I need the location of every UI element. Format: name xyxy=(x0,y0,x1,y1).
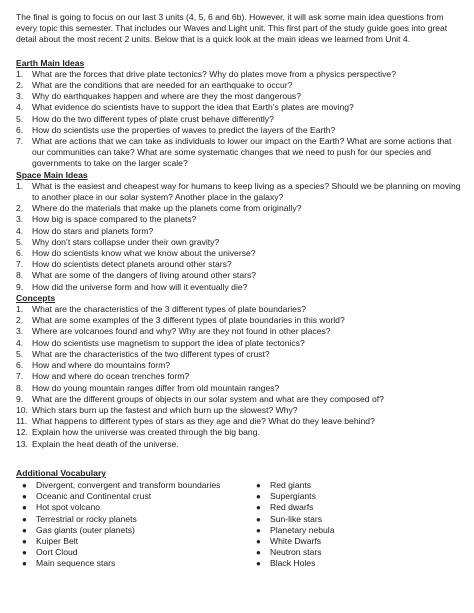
bullet-icon: ● xyxy=(22,503,27,513)
vocab-term: Red dwarfs xyxy=(270,502,314,513)
question-text: Where are volcanoes found and why? Why are they not found in other places? xyxy=(32,326,331,337)
question-number: 3. xyxy=(16,214,24,225)
vocab-term: Divergent, convergent and transform boundaries xyxy=(36,479,221,490)
question-item xyxy=(16,338,464,349)
question-item xyxy=(16,427,464,438)
vocab-term: Neutron stars xyxy=(270,547,322,558)
question-item xyxy=(16,237,464,248)
vocab-item xyxy=(254,558,444,569)
vocab-item xyxy=(254,491,444,502)
question-number: 3. xyxy=(16,326,24,337)
question-text: What are the conditions that are needed for an earthquake to occur? xyxy=(32,80,293,91)
question-text: What are actions that we can take as individuals to lower our impact on the Earth? What are some actions that our communities can take? What are some systematic changes that we need to push for our species and governments to take on the larger scale? xyxy=(32,136,452,169)
question-text: How do scientists detect planets around other stars? xyxy=(32,259,232,270)
vocab-term: Gas giants (outer planets) xyxy=(36,524,135,535)
vocab-item xyxy=(254,514,444,525)
question-item xyxy=(16,315,464,326)
question-item xyxy=(16,349,464,360)
question-text: How do the two different types of plate crust behave differently? xyxy=(32,113,274,124)
bullet-icon: ● xyxy=(22,536,27,546)
bullet-icon: ● xyxy=(256,559,261,569)
section-spacer xyxy=(16,450,464,459)
vocab-term: Black Holes xyxy=(270,558,316,569)
question-text: What are some examples of the 3 different types of plate boundaries in this world? xyxy=(32,315,345,326)
question-number: 4. xyxy=(16,102,24,113)
vocab-term: Oceanic and Continental crust xyxy=(36,491,152,502)
question-item xyxy=(16,125,464,136)
question-item xyxy=(16,282,464,293)
vocab-term: Main sequence stars xyxy=(36,558,116,569)
question-text: What are the different groups of objects in our solar system and what are they composed of? xyxy=(32,393,384,404)
vocab-term: Supergiants xyxy=(270,491,316,502)
bullet-icon: ● xyxy=(256,514,261,524)
bullet-icon: ● xyxy=(22,525,27,535)
vocab-item xyxy=(20,558,254,569)
vocab-item xyxy=(20,514,254,525)
vocab-item xyxy=(254,480,444,491)
bullet-icon: ● xyxy=(256,503,261,513)
question-item xyxy=(16,136,464,170)
question-text: What is the easiest and cheapest way for humans to keep living as a species? Should we be planning on moving to another place in our solar system? Another place in the galaxy? xyxy=(32,180,461,203)
vocab-list xyxy=(16,480,464,570)
vocab-term: Sun-like stars xyxy=(270,513,323,524)
question-number: 7. xyxy=(16,371,24,382)
question-number: 11. xyxy=(16,416,28,427)
question-text: Why don’t stars collapse under their own gravity? xyxy=(32,236,220,247)
question-item xyxy=(16,181,464,203)
bullet-icon: ● xyxy=(256,492,261,502)
question-item xyxy=(16,259,464,270)
question-number: 13. xyxy=(16,438,28,449)
intro-paragraph: The final is going to focus on our last 3 units (4, 5, 6 and 6b). However, it will ask some main idea questions from every topic this semester. That includes our Waves and Light unit. This first part of the study guide goes into great detail about the most recent 2 units. Below that is a quick look at the main ideas we learned from Unit 4. xyxy=(16,12,448,45)
section-spacer xyxy=(16,459,464,468)
vocab-item xyxy=(254,547,444,558)
question-item xyxy=(16,360,464,371)
vocab-item xyxy=(20,536,254,547)
question-number: 2. xyxy=(16,315,24,326)
vocab-term: Red giants xyxy=(270,479,312,490)
question-item xyxy=(16,439,464,450)
question-number: 2. xyxy=(16,203,24,214)
vocab-term: Terrestrial or rocky planets xyxy=(36,513,137,524)
question-text: What are some of the dangers of living around other stars? xyxy=(32,270,257,281)
question-text: How do scientists use the properties of waves to predict the layers of the Earth? xyxy=(32,124,336,135)
question-number: 4. xyxy=(16,337,24,348)
vocab-term: Hot spot volcano xyxy=(36,502,101,513)
question-item xyxy=(16,304,464,315)
bullet-icon: ● xyxy=(256,480,261,490)
question-text: How big is space compared to the planets? xyxy=(32,214,197,225)
question-text: Explain the heat death of the universe. xyxy=(32,438,179,449)
question-text: How do stars and planets form? xyxy=(32,225,154,236)
question-item xyxy=(16,383,464,394)
vocab-term: White Dwarfs xyxy=(270,535,322,546)
question-number: 8. xyxy=(16,382,24,393)
question-item xyxy=(16,80,464,91)
question-text: How and where do ocean trenches form? xyxy=(32,371,190,382)
question-text: Why do earthquakes happen and where are they the most dangerous? xyxy=(32,91,301,102)
question-item xyxy=(16,214,464,225)
question-number: 7. xyxy=(16,259,24,270)
question-item xyxy=(16,248,464,259)
question-number: 2. xyxy=(16,80,24,91)
vocab-term: Kuiper Belt xyxy=(36,535,79,546)
question-number: 6. xyxy=(16,124,24,135)
question-text: What are the characteristics of the two different types of crust? xyxy=(32,348,270,359)
question-text: How did the universe form and how will it eventually die? xyxy=(32,281,248,292)
question-text: What happens to different types of stars as they age and die? What do they leave behind? xyxy=(32,416,375,427)
question-text: Explain how the universe was created through the big bang. xyxy=(32,427,260,438)
vocab-item xyxy=(254,536,444,547)
bullet-icon: ● xyxy=(22,492,27,502)
question-text: How do scientists use magnetism to support the idea of plate tectonics? xyxy=(32,337,305,348)
question-item xyxy=(16,270,464,281)
vocab-item xyxy=(254,502,444,513)
bullet-icon: ● xyxy=(256,525,261,535)
question-item xyxy=(16,371,464,382)
question-number: 1. xyxy=(16,180,24,191)
question-item xyxy=(16,226,464,237)
question-number: 1. xyxy=(16,304,24,315)
vocab-item xyxy=(20,491,254,502)
document-page xyxy=(16,12,464,570)
question-text: How and where do mountains form? xyxy=(32,360,171,371)
question-list xyxy=(16,69,464,170)
question-item xyxy=(16,69,464,80)
vocab-item xyxy=(20,547,254,558)
section-title: Concepts xyxy=(16,292,56,303)
question-number: 1. xyxy=(16,68,24,79)
bullet-icon: ● xyxy=(22,480,27,490)
question-number: 6. xyxy=(16,360,24,371)
question-item xyxy=(16,416,464,427)
question-number: 5. xyxy=(16,348,24,359)
bullet-icon: ● xyxy=(256,536,261,546)
question-item xyxy=(16,326,464,337)
section-title: Space Main Ideas xyxy=(16,169,88,180)
vocab-term: Planetary nebula xyxy=(270,524,335,535)
question-item xyxy=(16,91,464,102)
question-text: What are the characteristics of the 3 different types of plate boundaries? xyxy=(32,304,307,315)
question-number: 8. xyxy=(16,270,24,281)
question-item xyxy=(16,405,464,416)
section-title: Earth Main Ideas xyxy=(16,57,85,68)
question-number: 9. xyxy=(16,393,24,404)
question-number: 3. xyxy=(16,91,24,102)
question-list xyxy=(16,304,464,450)
bullet-icon: ● xyxy=(256,548,261,558)
question-text: What evidence do scientists have to support the idea that Earth’s plates are moving? xyxy=(32,102,354,113)
question-list xyxy=(16,181,464,293)
question-number: 5. xyxy=(16,113,24,124)
vocab-title: Additional Vocabulary xyxy=(16,467,107,478)
sections-container xyxy=(16,58,464,450)
vocab-item xyxy=(20,525,254,536)
question-item xyxy=(16,203,464,214)
question-number: 9. xyxy=(16,281,24,292)
vocab-column-left xyxy=(16,480,254,570)
bullet-icon: ● xyxy=(22,514,27,524)
vocab-item xyxy=(20,502,254,513)
question-item xyxy=(16,102,464,113)
question-item xyxy=(16,114,464,125)
question-number: 7. xyxy=(16,136,24,147)
question-text: How do scientists know what we know about the universe? xyxy=(32,248,256,259)
vocab-column-right xyxy=(254,480,444,570)
question-number: 10. xyxy=(16,404,28,415)
question-item xyxy=(16,394,464,405)
question-text: Where do the materials that make up the planets come from originally? xyxy=(32,203,302,214)
bullet-icon: ● xyxy=(22,548,27,558)
question-text: Which stars burn up the fastest and which burn up the slowest? Why? xyxy=(32,404,298,415)
vocab-term: Oort Cloud xyxy=(36,547,78,558)
question-number: 4. xyxy=(16,225,24,236)
question-number: 5. xyxy=(16,236,24,247)
question-number: 6. xyxy=(16,248,24,259)
bullet-icon: ● xyxy=(22,559,27,569)
question-text: What are the forces that drive plate tectonics? Why do plates move from a physics perspective? xyxy=(32,68,396,79)
vocab-item xyxy=(254,525,444,536)
question-number: 12. xyxy=(16,427,28,438)
vocab-item xyxy=(20,480,254,491)
question-text: How do young mountain ranges differ from old mountain ranges? xyxy=(32,382,280,393)
